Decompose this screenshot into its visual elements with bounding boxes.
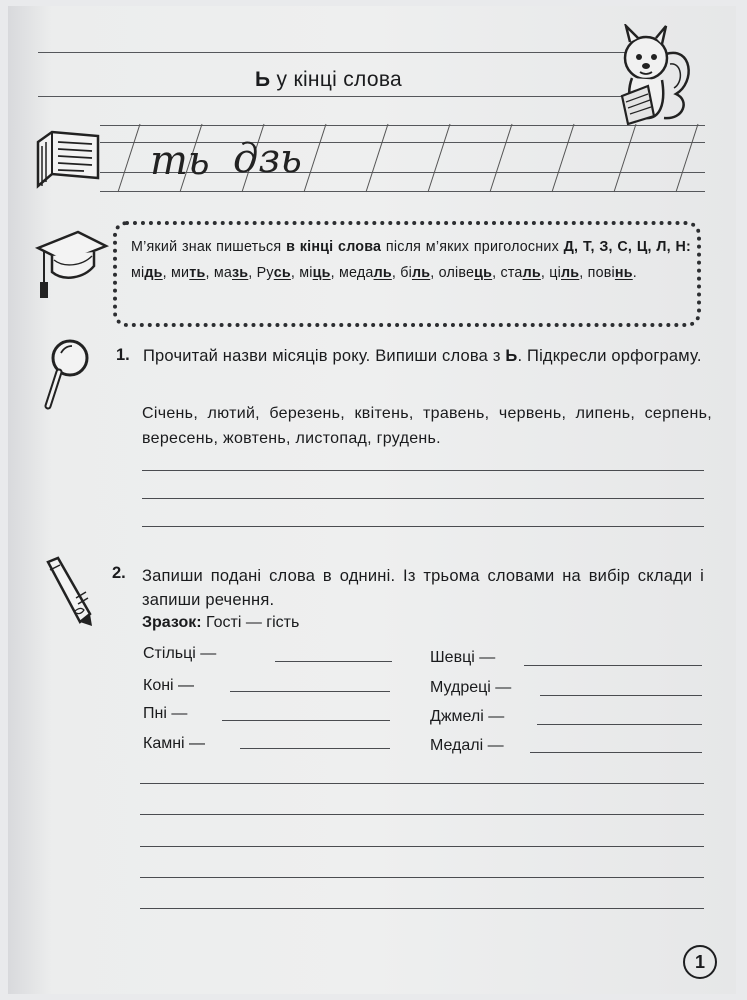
left-item-4: Камні — [143,735,206,752]
task1-words: Січень, лютий, березень, квітень, травень, червень, липень, серпень, вересень, жовтень, листопад, грудень. [142,405,712,447]
handwriting-sample-2: дзь [233,136,302,182]
graduation-cap-icon [34,226,110,306]
rule-example-word [299,265,330,281]
rule-example-soft-ending: ль [561,265,580,281]
right-item-2-line[interactable] [540,695,702,696]
task1-answer-line-2[interactable] [142,498,704,499]
rule-part1: М’який знак пишеться [131,239,287,255]
rule-example-soft-ending: ць [312,265,331,281]
left-item-2-line[interactable] [230,691,390,692]
rule-example-soft-ending: ль [411,265,431,281]
right-item-2: Мудреці — [430,679,512,696]
task1-number: 1. [116,346,130,364]
squirrel-reading-icon [604,24,696,128]
rule-example-separator: , [391,265,401,281]
rule-example-separator: , [492,265,501,281]
rule-example-separator: , [430,265,439,281]
rule-examples [131,265,637,281]
rule-example-soft-ending: дь [144,265,163,281]
task2-instruction: Запиши подані слова в однині. Із трьома словами на вибір склади і запиши речення. [142,567,704,609]
rule-example-soft-ending: зь [232,265,249,281]
task1-letter: Ь [505,347,518,365]
right-item-4-line[interactable] [530,752,702,753]
rule-example-soft-ending: ль [373,265,392,281]
rule-example-separator: , [248,265,257,281]
rule-example-word [171,265,205,281]
title-rest: у кінці слова [270,68,403,91]
task2-answer-line-5[interactable] [140,908,704,909]
task1-answer-line-1[interactable] [142,470,704,471]
rule-example-stem: меда [339,265,374,281]
rule-example-word [549,265,579,281]
rule-example-separator: , [205,265,214,281]
page-title [255,68,402,92]
task2-sample-text: Гості — гість [201,614,300,631]
rule-example-word [214,265,248,281]
task2-sample-label: Зразок: [142,614,202,631]
task2-answer-line-1[interactable] [140,783,704,784]
task1-text-after: . Підкресли орфограму. [517,347,702,365]
rule-example-separator: . [632,265,637,281]
book-icon [32,128,104,192]
rule-example-word [501,265,541,281]
rule-part2: після м’яких приголосних [381,239,564,255]
right-item-3: Джмелі — [430,708,505,725]
rule-example-word [257,265,291,281]
rule-bold: в кінці слова [286,239,382,255]
rule-example-stem: мі [299,265,313,281]
right-item-1-line[interactable] [524,665,702,666]
rule-example-separator: , [162,265,172,281]
rule-example-stem: ста [500,265,523,281]
rule-example-soft-ending: ль [522,265,541,281]
rule-example-word [400,265,430,281]
rule-example-separator: , [290,265,300,281]
left-item-2: Коні — [143,677,195,694]
right-item-1: Шевці — [430,649,496,666]
task1-text-before: Прочитай назви місяців року. Випиши слова з [143,347,506,365]
rule-example-separator: , [330,265,339,281]
left-item-4-line[interactable] [240,748,390,749]
title-line-bottom [38,96,638,97]
task2-sample [142,614,299,632]
rule-example-stem: бі [400,265,412,281]
rule-example-separator: , [540,265,550,281]
right-item-4: Медалі — [430,737,504,754]
task1-instruction [143,344,708,368]
rule-example-word [439,265,493,281]
rule-example-separator: , [579,265,588,281]
page-number: 1 [683,945,717,979]
left-item-1: Стільці — [143,645,217,662]
rule-example-word [131,265,163,281]
task2-number: 2. [112,564,126,582]
title-line-top [38,52,638,53]
handwriting-sample-1: ть [150,138,210,184]
task2-answer-line-4[interactable] [140,877,704,878]
magnifier-icon [38,336,94,414]
rule-example-soft-ending: нь [614,265,633,281]
rule-example-stem: оліве [438,265,475,281]
task1-answer-line-3[interactable] [142,526,704,527]
rule-box [113,221,701,327]
rule-example-stem: пові [587,265,615,281]
rule-example-stem: мі [131,265,145,281]
left-item-3-line[interactable] [222,720,390,721]
task2-answer-line-3[interactable] [140,846,704,847]
rule-example-stem: ма [213,265,232,281]
rule-example-soft-ending: сь [273,265,291,281]
pen-icon [40,556,100,634]
title-soft-sign: Ь [255,68,271,91]
task2-answer-line-2[interactable] [140,814,704,815]
rule-example-stem: ці [549,265,561,281]
rule-text [131,234,691,286]
rule-example-stem: ми [171,265,190,281]
rule-example-stem: Ру [256,265,274,281]
left-item-3: Пні — [143,705,188,722]
rule-example-word [588,265,633,281]
rule-example-soft-ending: ць [474,265,493,281]
rule-example-soft-ending: ть [189,265,206,281]
right-item-3-line[interactable] [537,724,702,725]
rule-letters: Д, Т, З, С, Ц, Л, Н: [563,239,692,255]
left-item-1-line[interactable] [275,661,392,662]
rule-example-word [339,265,392,281]
